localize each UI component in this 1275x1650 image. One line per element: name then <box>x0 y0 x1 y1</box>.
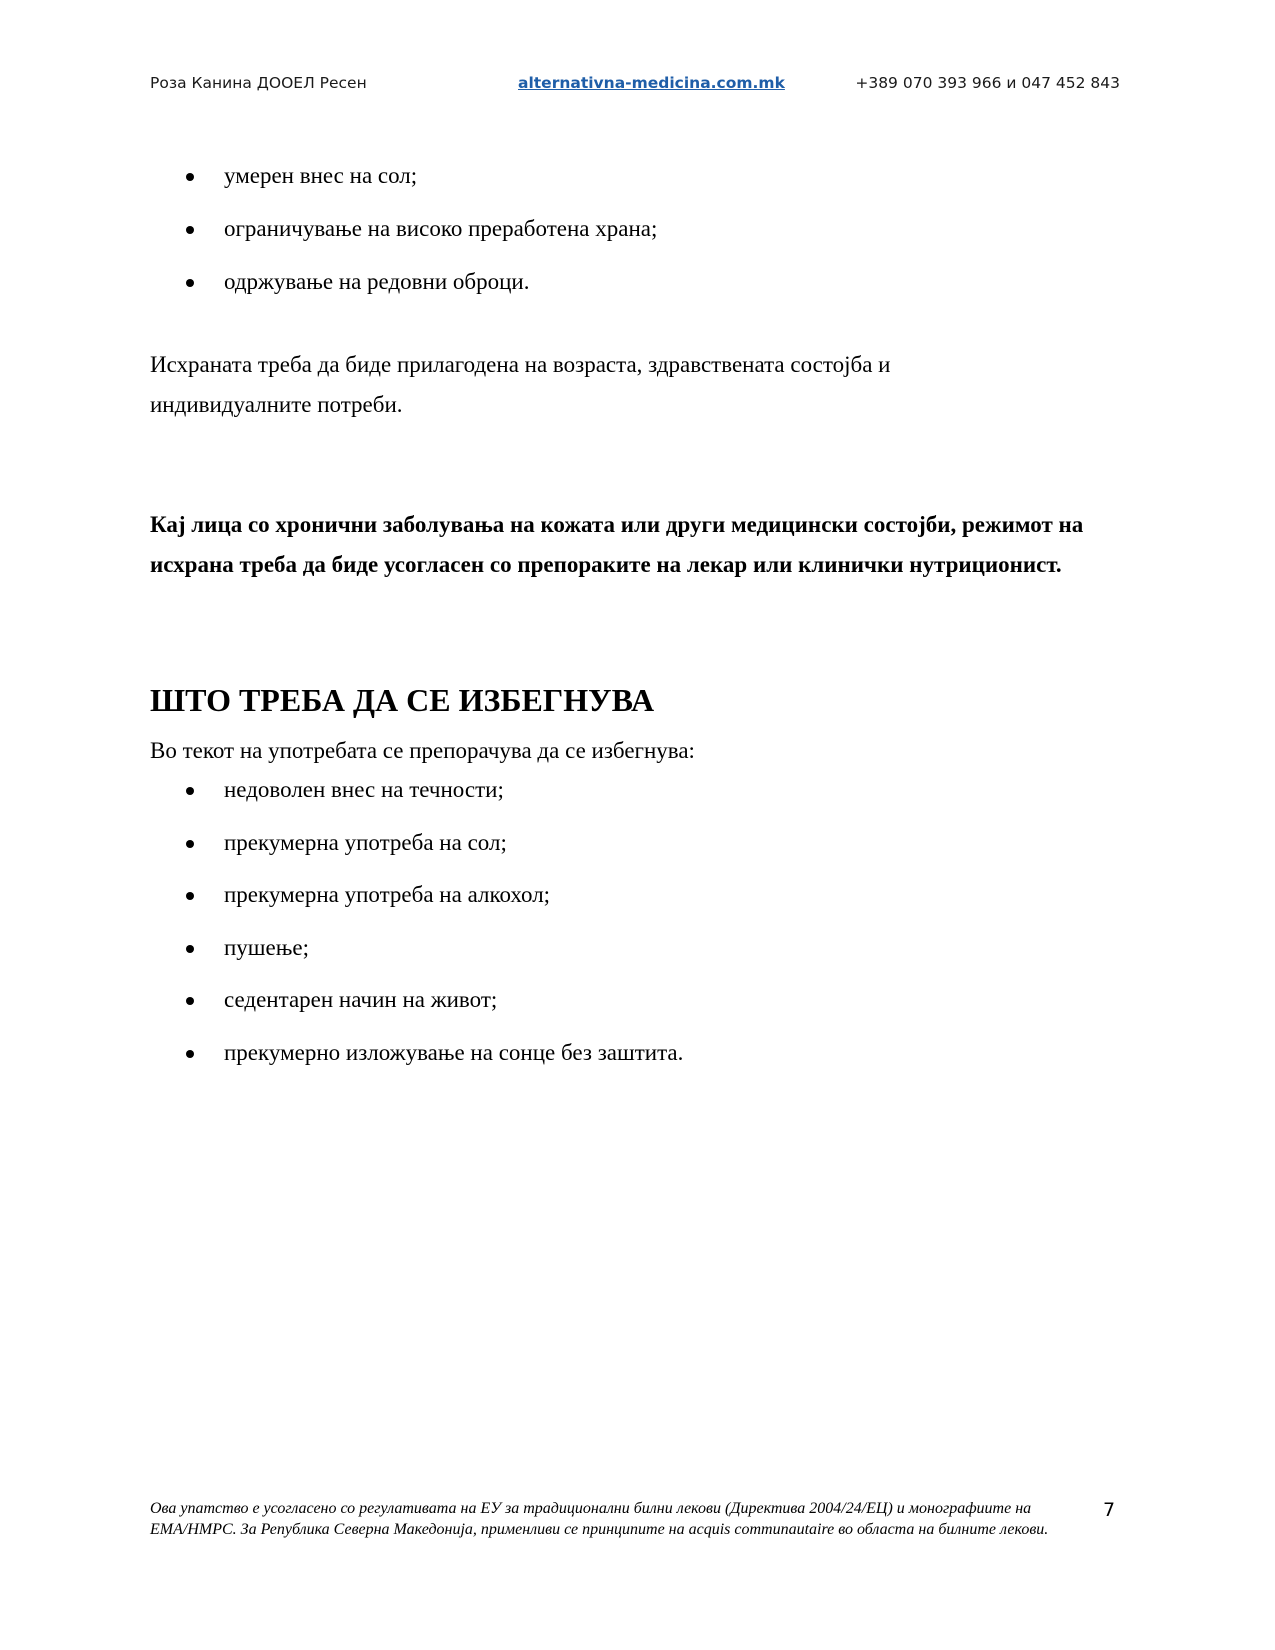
bullet-icon <box>186 840 194 848</box>
bullet-icon <box>186 945 194 953</box>
list-item: седентарен начин на живот; <box>150 985 683 1038</box>
header-company: Роза Канина ДООЕЛ Ресен <box>150 74 367 92</box>
bullet-icon <box>186 892 194 900</box>
list-item: прекумерна употреба на сол; <box>150 828 683 881</box>
diet-recommendations-list <box>150 161 657 320</box>
header-website-link[interactable]: alternativna-medicina.com.mk <box>518 74 785 92</box>
bullet-icon <box>186 787 194 795</box>
page-number: 7 <box>1103 1499 1116 1521</box>
medical-advice-paragraph: Кај лица со хронични заболувања на кожата или други медицински состојби, режимот на исхрана треба да биде усогласен со препораките на лекар или клинички нутриционист. <box>150 512 1084 577</box>
list-item: прекумерна употреба на алкохол; <box>150 880 683 933</box>
bullet-icon <box>186 173 194 181</box>
list-item: одржување на редовни оброци. <box>150 267 657 320</box>
diet-paragraph: Исхраната треба да биде прилагодена на возраста, здравствената состојба и индивидуалните потреби. <box>150 352 891 417</box>
list-item: пушење; <box>150 933 683 986</box>
header-phones: +389 070 393 966 и 047 452 843 <box>855 74 1120 92</box>
section-intro: Во текот на употребата се препорачува да се избегнува: <box>150 738 695 763</box>
section-title: ШТО ТРЕБА ДА СЕ ИЗБЕГНУВА <box>150 682 655 718</box>
list-item: ограничување на високо преработена храна; <box>150 214 657 267</box>
bullet-icon <box>186 1050 194 1058</box>
list-item: прекумерно изложување на сонце без заштита. <box>150 1038 683 1091</box>
bullet-icon <box>186 226 194 234</box>
list-item: недоволен внес на течности; <box>150 775 683 828</box>
bullet-icon <box>186 997 194 1005</box>
bullet-icon <box>186 279 194 287</box>
page-header <box>150 74 1120 100</box>
avoid-list <box>150 775 683 1090</box>
list-item: умерен внес на сол; <box>150 161 657 214</box>
footer-disclaimer: Ова упатство е усогласено со регулативата на ЕУ за традиционални билни лекови (Директива 2004/24/ЕЦ) и монографиите на EMA/HMPC. За Република Северна Македонија, применливи се принципите на acquis communautaire во областа на билните лекови. <box>150 1500 1049 1538</box>
